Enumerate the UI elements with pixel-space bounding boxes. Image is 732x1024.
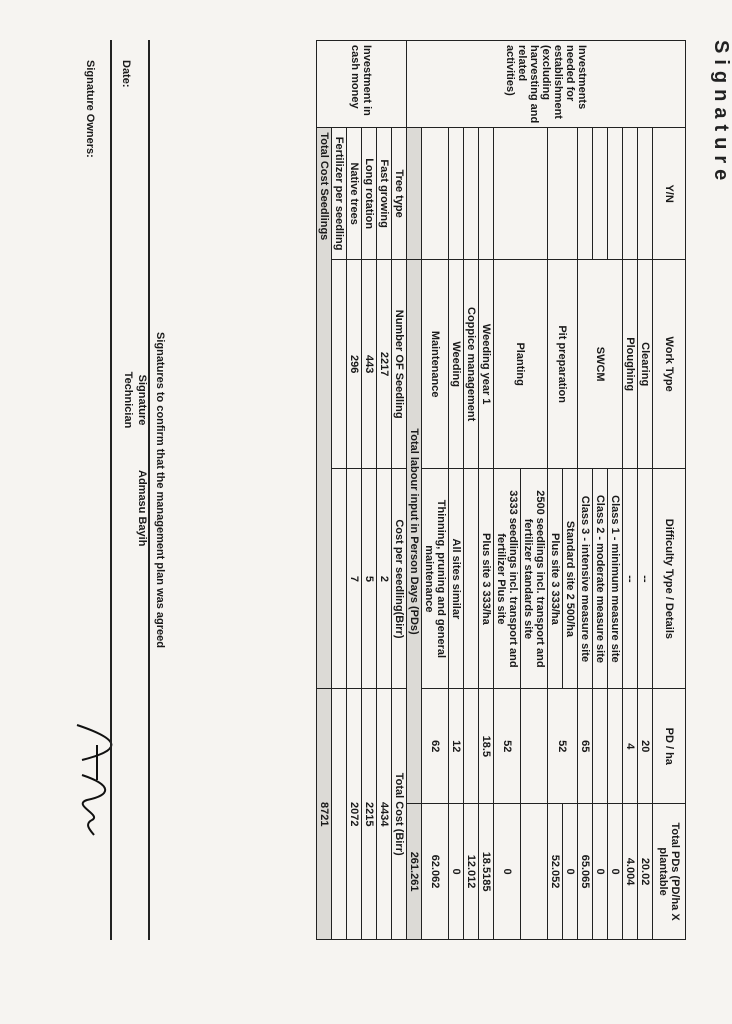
seedling-row: Fast growing 2217 2 4434 <box>377 41 392 940</box>
table-row: Plus site 3 333/ha 52.052 <box>548 41 563 940</box>
col-work-type: Work Type <box>653 259 686 468</box>
table-row: Weeding year 1 Plus site 3 333/ha 18.5 18.5185 <box>479 41 494 940</box>
handwritten-signature <box>62 720 132 840</box>
date-label: Date: <box>120 60 132 88</box>
investments-label: Investments needed for establishment (excluding harvesting and related activities) <box>407 41 686 128</box>
signature-section <box>52 40 172 940</box>
table-row: Coppice management 12.012 <box>464 41 479 940</box>
seedling-row: Native trees 296 7 2072 <box>347 41 362 940</box>
table-row: Class 2 - moderate measure site 0 <box>593 41 608 940</box>
table-row: Pit preparation Standard site 2 500/ha 52 0 <box>563 41 578 940</box>
table-row: SWCM Class 1 - minimum measure site 0 <box>608 41 623 940</box>
technician-role: Technician <box>122 371 134 429</box>
col-difficulty: Difficulty Type / Details <box>653 469 686 689</box>
table-row: 3333 seedlings incl. transport and fertilizer Plus site 52 0 <box>494 41 521 940</box>
table-row: Ploughing -- 4 4.004 <box>623 41 638 940</box>
technician-name: Admasu Bayih <box>136 470 148 547</box>
col-yn: Y/N <box>653 128 686 260</box>
col-total-pds: Total PDs (PD/ha X plantable <box>653 804 686 940</box>
seedling-row: Fertilizer per seedling <box>332 41 347 940</box>
total-labour-row: Total labour input in Person Days (PDs) 261.261 <box>407 41 422 940</box>
seedling-row: Long rotation 443 5 2215 <box>362 41 377 940</box>
table-row: Class 3 - intensive measure site 65 65.065 <box>578 41 593 940</box>
seedling-header-row: Investment in cash money Tree type Number OF Seedling Cost per seedling(Birr) Total Cost (Birr) <box>392 41 407 940</box>
table-row: Planting 2500 seedlings incl. transport and fertilizer standards site <box>521 41 548 940</box>
cut-off-heading: Signature <box>710 40 732 187</box>
rotated-form <box>52 40 732 940</box>
signatures-caption: Signatures to confirm that the management plan was agreed <box>154 331 166 648</box>
signature-owners-label: Signature Owners: <box>84 60 96 158</box>
table-row: Weeding All sites similar 12 0 <box>449 41 464 940</box>
signature-column-label: Signature <box>136 374 148 426</box>
col-pd-ha: PD / ha <box>653 689 686 804</box>
table-row: Maintenance Thinning, pruning and general maintenance 62 62.062 <box>422 41 449 940</box>
labour-cost-table <box>316 40 686 940</box>
total-cost-row: Total Cost Seedlings 8721 <box>317 41 332 940</box>
header-row <box>653 41 686 940</box>
table-row: Clearing -- 20 20.02 <box>638 41 653 940</box>
